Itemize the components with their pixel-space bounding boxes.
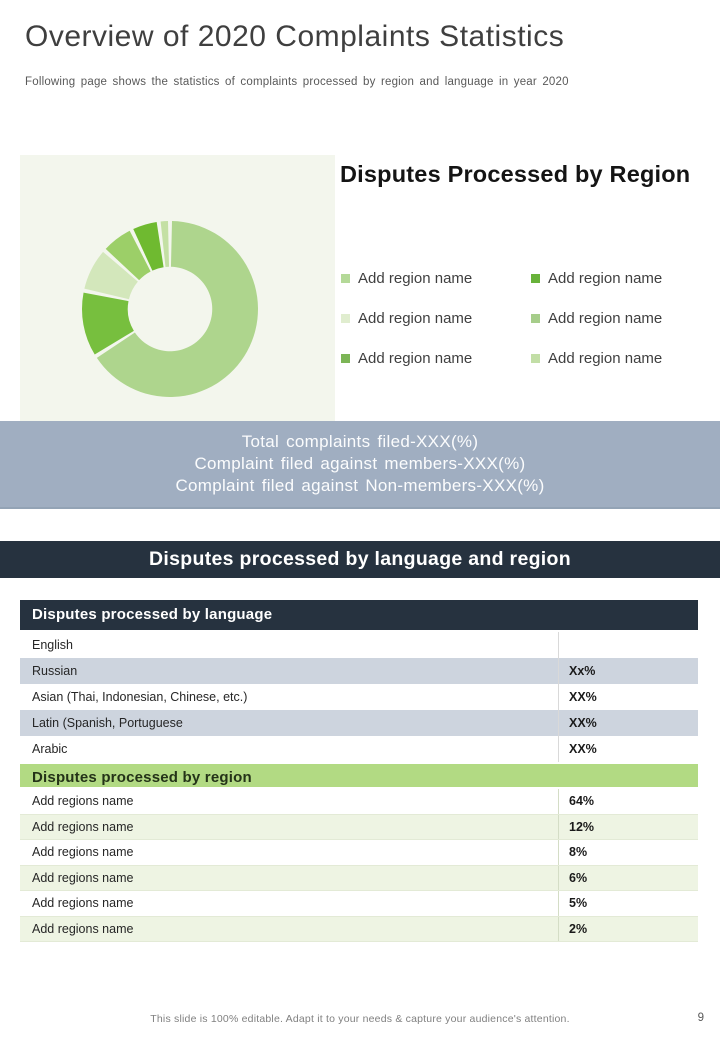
table-row	[20, 710, 698, 736]
row-value: Xx%	[558, 658, 698, 684]
legend-marker-icon	[341, 354, 350, 363]
row-label: Add regions name	[32, 794, 134, 809]
table-row	[20, 736, 698, 762]
donut-chart	[20, 155, 335, 421]
row-value: XX%	[558, 684, 698, 710]
row-value: 2%	[558, 917, 698, 942]
row-label: English	[32, 638, 73, 652]
row-value: XX%	[558, 710, 698, 736]
row-label: Add regions name	[32, 921, 134, 936]
stats-table	[20, 600, 698, 942]
language-table-header: Disputes processed by language	[20, 600, 698, 630]
legend-marker-icon	[531, 354, 540, 363]
row-label: Add regions name	[32, 819, 134, 834]
row-value: 8%	[558, 840, 698, 865]
legend-marker-icon	[341, 274, 350, 283]
table-row	[20, 684, 698, 710]
section-header: Disputes processed by language and region	[0, 541, 720, 578]
row-value: 12%	[558, 815, 698, 840]
legend-label: Add region name	[548, 309, 663, 327]
row-label: Latin (Spanish, Portuguese	[32, 716, 183, 730]
page-subtitle: Following page shows the statistics of complaints processed by region and language in year 2020	[25, 76, 569, 88]
legend-label: Add region name	[358, 349, 473, 367]
region-table-header: Disputes processed by region	[20, 762, 698, 789]
row-label: Add regions name	[32, 896, 134, 911]
table-row	[20, 658, 698, 684]
legend-item	[341, 270, 531, 287]
table-row	[20, 632, 698, 658]
page-number: 9	[697, 1012, 704, 1024]
page-title: Overview of 2020 Complaints Statistics	[25, 20, 565, 53]
row-label: Arabic	[32, 742, 68, 756]
row-value: 5%	[558, 891, 698, 916]
table-row	[20, 891, 698, 917]
table-row	[20, 917, 698, 943]
legend-item	[341, 310, 531, 327]
legend-marker-icon	[531, 274, 540, 283]
footer-note: This slide is 100% editable. Adapt it to your needs & capture your audience's attention.	[150, 1013, 570, 1025]
legend-label: Add region name	[548, 269, 663, 287]
donut-chart-panel	[20, 155, 335, 421]
banner-line: Complaint filed against Non-members-XXX(%)	[175, 476, 545, 495]
row-label: Add regions name	[32, 870, 134, 885]
legend-marker-icon	[531, 314, 540, 323]
legend-item	[531, 350, 701, 367]
legend-item	[531, 270, 701, 287]
row-label: Asian (Thai, Indonesian, Chinese, etc.)	[32, 690, 248, 704]
chart-legend	[341, 258, 701, 378]
table-row	[20, 840, 698, 866]
legend-item	[531, 310, 701, 327]
row-value	[558, 632, 698, 658]
banner-line: Complaint filed against members-XXX(%)	[194, 454, 526, 473]
row-value: 64%	[558, 789, 698, 814]
legend-item	[341, 350, 531, 367]
row-label: Russian	[32, 664, 78, 678]
legend-label: Add region name	[358, 309, 473, 327]
chart-title: Disputes Processed by Region	[340, 161, 691, 187]
language-rows	[20, 632, 698, 762]
summary-banner	[0, 421, 720, 509]
region-rows	[20, 789, 698, 942]
legend-label: Add region name	[358, 269, 473, 287]
table-row	[20, 815, 698, 841]
banner-line: Total complaints filed-XXX(%)	[241, 432, 479, 451]
legend-marker-icon	[341, 314, 350, 323]
row-value: XX%	[558, 736, 698, 762]
row-label: Add regions name	[32, 845, 134, 860]
legend-label: Add region name	[548, 349, 663, 367]
table-row	[20, 866, 698, 892]
table-row	[20, 789, 698, 815]
row-value: 6%	[558, 866, 698, 891]
